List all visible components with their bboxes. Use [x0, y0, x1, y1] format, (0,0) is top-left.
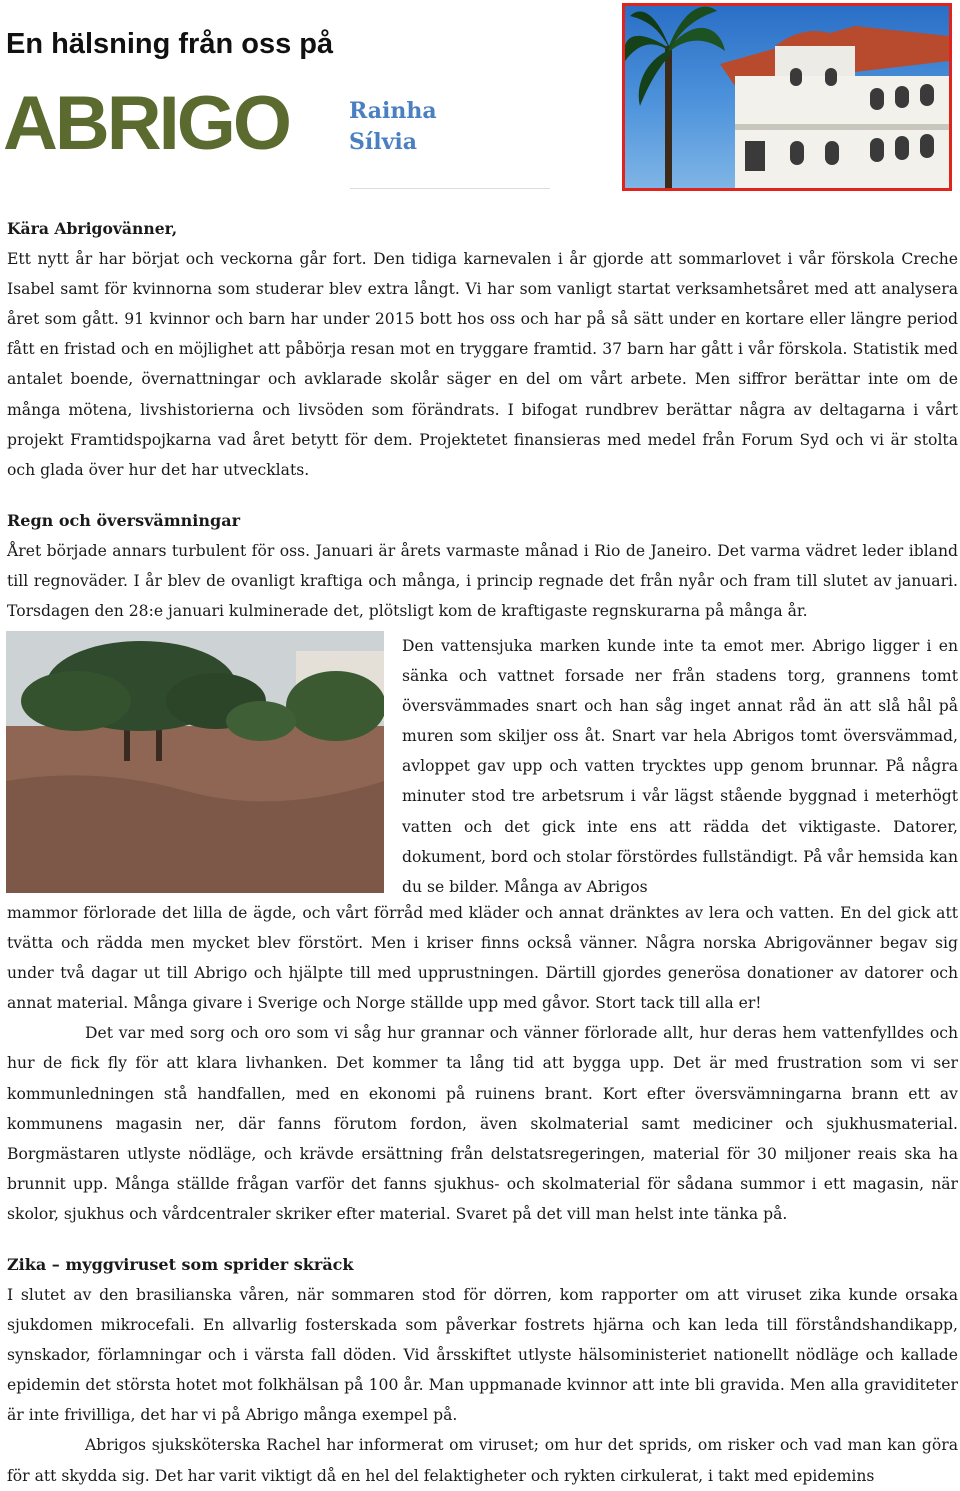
intro-section: [7, 214, 958, 485]
flood-section: [7, 506, 958, 626]
brand-subtitle: [349, 96, 437, 158]
flood-paragraph-1: Året började annars turbulent för oss. Januari är årets varmaste månad i Rio de Janeiro. Det varma vädret leder ibland till regnoväder. I år blev de ovanligt kraftiga och många, i princip regnade det från nyår och fram till slutet av januari. Torsdagen den 28:e januari kulminerade det, plötsligt kom de kraftigaste regnskurarna på många år.: [7, 542, 958, 621]
intro-paragraph: Ett nytt år har börjat och veckorna går fort. Den tidiga karnevalen i år gjorde att sommarlovet i vår förskola Creche Isabel samt för kvinnorna som studerar blev extra långt. Vi har som vanligt startat verksamhetsåret med att analysera året som gått. 91 kvinnor och barn har under 2015 bott hos oss och har på så sätt under en kortare eller längre period fått en fristad och en möjlighet att påbörja resan mot en tryggare framtid. 37 barn har gått i vår förskola. Statistik med antalet boende, övernattningar och avklarade skolår säger en del om vårt arbete. Men siffror berättar inte om de många mötena, livshistorierna och livsöden som förändrats. I bifogat rundbrev berättar några av deltagarna i vårt projekt Framtidspojkarna vad året betytt för dem. Projektetet finansieras med medel från Forum Syd och vi är stolta och glada över hur det har utvecklats.: [7, 250, 958, 479]
flood-illustration: [6, 631, 384, 893]
subtitle-line-1: Rainha: [349, 98, 437, 124]
subtitle-line-2: Sílvia: [349, 129, 417, 155]
flood-heading: Regn och översvämningar: [7, 511, 240, 530]
flood-paragraph-2-part-1: Den vattensjuka marken kunde inte ta emot mer. Abrigo ligger i en sänka och vattnet forsade ner från stadens torg, grannens tomt översvämmades snart och han såg inget annat råd än att slå hål på muren som skiljer oss åt. Snart var hela Abrigos tomt översvämmad, avloppet gav upp och vatten trycktes upp genom brunnar. På några minuter stod tre arbetsrum i vår lägst stående byggnad i meterhögt vatten och det gick inte ens att rädda det viktigaste. Datorer, dokument, bord och stolar förstördes fullständigt. På vår hemsida kan du se bilder. Många av Abrigos: [402, 637, 958, 896]
flood-paragraph-2-part-2: mammor förlorade det lilla de ägde, och vårt förråd med kläder och annat dränktes av lera och vatten. En del gick att tvätta och rädda men mycket blev förstört. Men i kriser finns också vänner. Några norska Abrigovänner begav sig under två dagar ut till Abrigo och hjälpte till med upprustningen. Därtill gjordes generösa donationer av datorer och annat material. Många givare i Sverige och Norge ställde upp med gåvor. Stort tack till alla er!: [7, 904, 958, 1013]
zika-section: [7, 1250, 958, 1491]
flood-continuation: [7, 898, 958, 1229]
palm-tree: [625, 7, 725, 188]
flood-paragraph-2-wrapped: [402, 631, 958, 902]
building-illustration: [625, 6, 949, 188]
building-photo: [622, 3, 952, 191]
greeting-heading: En hälsning från oss på: [6, 28, 334, 60]
flood-photo: [6, 631, 384, 893]
subtitle-divider: [350, 188, 550, 189]
zika-heading: Zika – myggviruset som sprider skräck: [7, 1255, 354, 1274]
salutation: Kära Abrigovänner,: [7, 219, 178, 238]
zika-paragraph-1: I slutet av den brasilianska våren, när sommaren stod för dörren, kom rapporter om att viruset zika kunde orsaka sjukdomen mikrocefali. En allvarlig fosterskada som påverkar fostrets hjärna och kan leda till förståndshandikapp, synskador, förlamningar och i värsta fall döden. Vid årsskiftet utlyste hälsoministeriet nationellt nödläge och kallade epidemin det största hotet mot folkhälsan på 100 år. Man uppmanade kvinnor att inte bli gravida. Men alla graviditeter är inte frivilliga, det har vi på Abrigo många exempel på.: [7, 1286, 958, 1425]
brand-title: ABRIGO: [3, 81, 289, 166]
flood-paragraph-3: Det var med sorg och oro som vi såg hur grannar och vänner förlorade allt, hur deras hem vattenfylldes och hur de fick fly för att klara livhanken. Det kommer ta lång tid att bygga upp. Det är med frustration som vi ser kommunledningen stå handfallen, med en ekonomi på ruinens brant. Kort efter översvämningarna brann ett av kommunens magasin ner, där fanns förutom fordon, även skolmaterial samt mediciner och sjukhusmaterial. Borgmästaren utlyste nödläge, och krävde ersättning från delstatsregeringen, material för 30 miljoner reais ska ha brunnit upp. Många ställde frågan varför det fanns sjukhus- och skolmaterial för sådana summor i ett magasin, när skolor, sjukhus och vårdcentraler skriker efter material. Svaret på det vill man helst inte tänka på.: [7, 1024, 958, 1223]
zika-paragraph-2: Abrigos sjuksköterska Rachel har informerat om viruset; om hur det sprids, om risker och vad man kan göra för att skydda sig. Det har varit viktigt då en hel del felaktigheter och rykten cirkulerat, i takt med epidemins: [7, 1436, 958, 1485]
